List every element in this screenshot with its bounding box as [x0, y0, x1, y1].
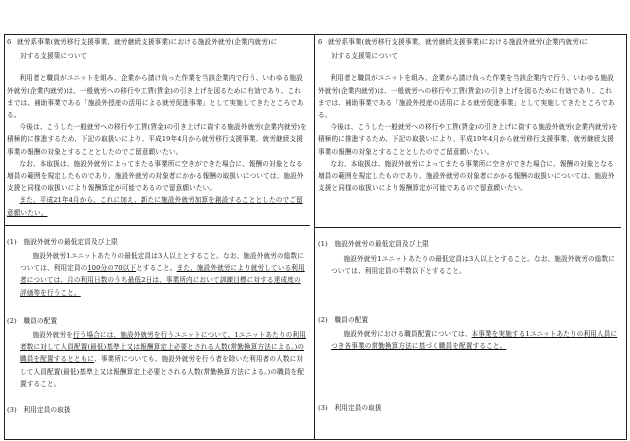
left-sub2-text-a: 施設外就労を: [32, 331, 73, 340]
right-sub2-text-a: 施設外就労における職員配置については、: [343, 330, 472, 339]
right-spacer-2: [318, 277, 618, 305]
left-sub2-text-underlined: 行う場合には、施設外就労を行うユニットについて、1ユニットあたりの利用者数に対して人員配置(最低)基準上又は報酬算定上必要とされる人数(常勤換算方法による。)の職員を配置するとともに: [20, 331, 306, 364]
left-heading-number: 6: [7, 38, 12, 46]
right-sub2-text-underlined: 本事業を実施する1ユニットあたりの利用人員につき各事業の常勤換算方法に基づく職員を配置すること。: [331, 330, 618, 351]
right-sub1-text: 施設外就労1ユニットあたりの最低定員は3人以上とすること。なお、施設外就労の総数については、利用定員の半数以下とすること。: [331, 254, 615, 275]
right-spacer-3: [318, 353, 618, 393]
left-sub1-text-a: 施設外就労1ユニットあたりの最低定員は3人以上とすること。なお、施設外就労の総数については、利用定員の: [20, 252, 304, 273]
left-paragraph-4: また、平成21年4月から、これに加え、新たに施設外就労加算を創設することとしたのでご留意願いたい。: [7, 196, 303, 217]
right-heading-line2: 対する支援策について: [331, 52, 399, 61]
left-sub1-label: (1) 施設外就労の最低定員及び上限: [7, 237, 118, 246]
right-sub2-text: [331, 328, 618, 352]
left-sub2-text-b: 、事業所についても、施設外就労を行う者を除いた利用者の人数に対して人員配置(最低)基準上又は報酬算定上必要とされる人数(常勤換算方法による。)の職員を配置すること。: [20, 355, 305, 388]
left-sub1-body: [7, 250, 307, 299]
right-sub1-label: (1) 施設外就労の最低定員及び上限: [318, 240, 429, 249]
left-paragraph-2: 今後は、こうした一般就労への移行や工賃(賃金)の引き上げに資する施設外就労(企業内就労)を積極的に推進するため、下記の取扱いにより、平成19年4月から就労移行支援事業、就労継続支援事業の報酬の対象とすることとしたのでご留意願いたい。: [7, 123, 307, 156]
left-sub2-body: [7, 329, 307, 390]
left-heading-line2: 対する支援策について: [20, 52, 88, 61]
right-sub1-body: [318, 253, 618, 277]
left-heading-line1: 就労系事業(就労移行支援事業、就労継続支援事業)における施設外就労(企業内就労)に: [17, 38, 278, 46]
column-divider: [314, 34, 315, 440]
left-heading: [7, 36, 307, 48]
left-sub2-text: [20, 329, 307, 390]
right-heading-number: 6: [318, 38, 323, 46]
right-sub2-label: (2) 職員の配置: [318, 316, 369, 325]
right-heading: [318, 36, 618, 48]
left-sub1-text-underlined-2: また、施設外就労により就労している利用者については、月の利用日数のうち最低2日は、事業所内において訓練目標に対する達成度の評価等を行うこと。: [20, 264, 305, 297]
left-sub1-text-underlined-1: 100分の70以下: [87, 264, 137, 273]
left-sub3-label: (3) 利用定員の取扱: [7, 406, 71, 415]
left-paragraph-3: なお、本取扱は、施設外就労によってまたる事業所に空きができた場合に、報酬の対象となる増員の範囲を規定したものであり、施設外就労の対象者にかかる報酬の取扱いについては、施設外支援と同様の取扱いにより報酬算定が可能であるので留意願いたい。: [7, 159, 304, 193]
left-sub1-text: [20, 250, 307, 299]
right-column: [318, 36, 618, 414]
right-section-divider-line: [315, 227, 621, 228]
left-sub1-text-b: とすること。: [136, 264, 177, 273]
left-sub2-label: (2) 職員の配置: [7, 316, 58, 325]
left-column: [7, 36, 307, 416]
right-paragraph-2: 今後は、こうした一般就労への移行や工賃(賃金)の引き上げに資する施設外就労(企業内就労)を積極的に推進するため、下記の取扱いにより、平成19年4月から就労移行支援事業、就労継続支援事業の報酬の対象とすることとしたのでご留意願いたい。: [318, 123, 618, 156]
right-paragraph-3: なお、本取扱は、施設外就労によってまたる事業所に空きができた場合に、報酬の対象となる増員の範囲を規定したものであり、施設外就労の対象者にかかる報酬の取扱いについては、施設外支援と同様の取扱いにより報酬算定が可能であるので留意願いたい。: [318, 159, 615, 193]
section-divider-line: [4, 225, 310, 226]
right-sub2-body: [318, 328, 618, 352]
right-spacer: [318, 194, 618, 221]
right-sub3-label: (3) 利用定員の取扱: [318, 403, 382, 412]
right-paragraph-1: 利用者と職員がユニットを組み、企業から請け負った作業を当該企業内で行う、いわゆる施設外就労(企業内就労)は、一般就労への移行や工賃(賃金)の引き上げを図るために有効であり、これまでは、補助事業である「施設外授産の活用による就労促進事業」として実施してきたところである。: [318, 74, 615, 120]
right-heading-line1: 就労系事業(就労移行支援事業、就労継続支援事業)における施設外就労(企業内就労)に: [328, 38, 589, 46]
left-paragraph-1: 利用者と職員がユニットを組み、企業から請け負った作業を当該企業内で行う、いわゆる施設外就労(企業内就労)は、一般就労への移行や工賃(賃金)の引き上げを図るために有効であり、これまでは、補助事業である「施設外授産の活用による就労促進事業」として実施してきたところである。: [7, 74, 304, 120]
